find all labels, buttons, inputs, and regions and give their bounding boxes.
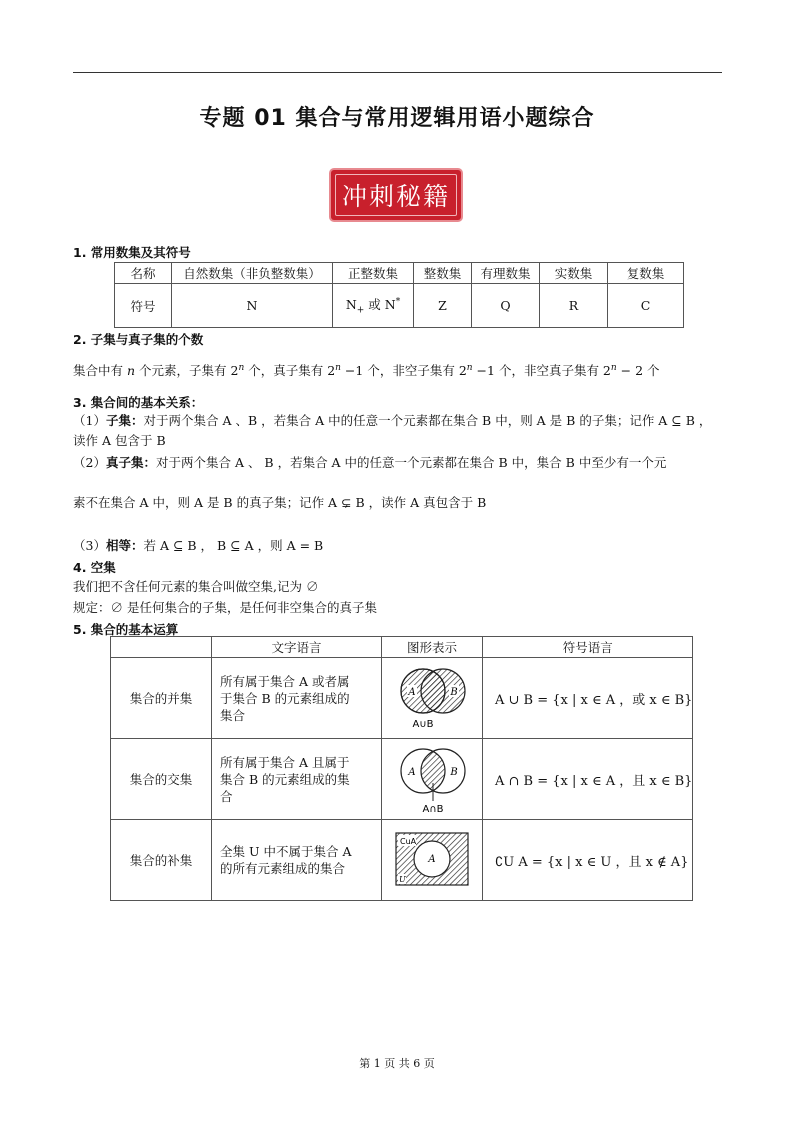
text-line: 于集合 B 的元素组成的 [220, 690, 350, 706]
page-footer: 第 1 页 共 6 页 [359, 1057, 435, 1070]
proper-subset-definition [73, 454, 666, 471]
intersection-venn-icon [387, 741, 477, 815]
table-header-cell: 复数集 [608, 263, 684, 284]
text: 个，非空子集有 [363, 363, 459, 379]
text: 个，非空真子集有 [494, 363, 603, 379]
operation-symbol: A ∩ B = {x | x ∈ A ，且 x ∈ B} [483, 739, 693, 820]
table-header-cell: 符号语言 [483, 637, 693, 658]
section-1-heading: 1. 常用数集及其符号 [73, 245, 191, 260]
complement-venn-icon [392, 829, 472, 889]
intersection-diagram [382, 739, 483, 820]
table-header-cell: 正整数集 [333, 263, 414, 284]
text: （3） [73, 538, 106, 553]
table-cell: Z [414, 284, 472, 328]
fig-label-u: U [399, 874, 406, 884]
fig-caption: A∩B [422, 803, 444, 815]
stamp-badge [331, 170, 461, 220]
stamp-text: 冲刺秘籍 [341, 182, 450, 211]
union-diagram [382, 658, 483, 739]
section-3-heading: 3. 集合间的基本关系： [73, 395, 204, 410]
table-header-cell: 有理数集 [472, 263, 540, 284]
table-cell: C [608, 284, 684, 328]
exp: n [335, 363, 341, 373]
table-row [111, 820, 693, 901]
stamp-border [335, 174, 457, 216]
table-cell: Q [472, 284, 540, 328]
table-header-cell: 图形表示 [382, 637, 483, 658]
table-cell [333, 284, 414, 328]
text: −1 [340, 363, 364, 379]
text: 对于两个集合 A 、 B ，若集合 A 中的任意一个元素都在集合 B 中，集合 B 中至少有一个元 [155, 455, 667, 470]
operation-symbol: A ∪ B = {x | x ∈ A ，或 x ∈ B} [483, 658, 693, 739]
proper-subset-reading: 素不在集合 A 中，则 A 是 B 的真子集；记作 A ⊊ B ，读作 A 真包含于 B [73, 495, 487, 510]
subscript: + [356, 305, 365, 316]
empty-set-rule: 规定：∅ 是任何集合的子集，是任何非空集合的真子集 [73, 600, 377, 615]
text-line: 的所有元素组成的集合 [220, 861, 346, 876]
table-row [111, 739, 693, 820]
text: 对于两个集合 A 、B ，若集合 A 中的任意一个元素都在集合 B 中，则 A 是 B 的子集；记作 A ⊆ B ， [143, 413, 712, 428]
operation-text [212, 658, 382, 739]
text: 个元素，子集有 [135, 363, 231, 379]
operation-text [212, 820, 382, 901]
table-header-cell: 名称 [115, 263, 172, 284]
number-set-table [114, 262, 684, 328]
exp: n [238, 363, 245, 373]
text: 若 A ⊆ B ， B ⊆ A ，则 A = B [143, 538, 324, 553]
text: 个，真子集有 [244, 363, 328, 379]
symbol-n: N [345, 297, 357, 313]
base: 2 [458, 363, 467, 379]
text-line: 全集 U 中不属于集合 A [220, 844, 352, 859]
complement-diagram [382, 820, 483, 901]
fig-caption: A∪B [412, 718, 434, 730]
operation-symbol: ∁U A = {x | x ∈ U ，且 x ∉ A} [483, 820, 693, 901]
operation-name: 集合的并集 [111, 658, 212, 739]
empty-set-definition: 我们把不含任何元素的集合叫做空集,记为 ∅ [73, 579, 319, 594]
section-4-heading: 4. 空集 [73, 560, 116, 575]
text-line: 集合 [220, 707, 246, 723]
operation-text [212, 739, 382, 820]
fig-label-b: B [450, 686, 458, 698]
fig-label-a: A [408, 766, 416, 778]
set-operations-table [110, 636, 693, 901]
label: 子集： [105, 413, 144, 428]
table-header-cell [111, 637, 212, 658]
section-2-heading: 2. 子集与真子集的个数 [73, 332, 204, 347]
fig-label-a: A [428, 853, 436, 865]
fig-label-b: B [450, 766, 458, 778]
table-cell: N [172, 284, 333, 328]
equality-definition [73, 537, 323, 554]
subset-reading: 读作 A 包含于 B [73, 433, 166, 448]
table-header-cell: 整数集 [414, 263, 472, 284]
var: n [126, 363, 136, 379]
text: − 2 [616, 363, 644, 379]
section-5-heading: 5. 集合的基本运算 [73, 622, 179, 637]
table-header-cell: 自然数集（非负整数集） [172, 263, 333, 284]
or-text: 或 [364, 297, 385, 313]
base: 2 [602, 363, 611, 379]
text-line: 集合 B 的元素组成的集 [220, 771, 350, 787]
text-line: 所有属于集合 A 且属于 [220, 754, 350, 770]
subset-definition [73, 412, 711, 429]
header-rule [73, 72, 722, 73]
text-line: 所有属于集合 A 或者属 [220, 673, 350, 689]
operation-name: 集合的补集 [111, 820, 212, 901]
base: 2 [327, 363, 336, 379]
table-header-cell: 文字语言 [212, 637, 382, 658]
fig-label-cu: CuA [400, 836, 417, 846]
operation-name: 集合的交集 [111, 739, 212, 820]
label: 相等： [105, 538, 144, 553]
table-header-cell: 实数集 [540, 263, 608, 284]
text: 集合中有 [73, 363, 127, 379]
table-row [111, 658, 693, 739]
label: 真子集： [105, 455, 156, 470]
page-title: 专题 01 集合与常用逻辑用语小题综合 [199, 106, 595, 131]
subset-count-line [73, 360, 660, 379]
table-row-label: 符号 [115, 284, 172, 328]
text: 个 [643, 363, 660, 379]
exp: n [466, 363, 473, 373]
text: （1） [73, 413, 106, 428]
union-venn-icon [387, 661, 477, 733]
symbol-n: N [384, 297, 396, 313]
fig-label-a: A [408, 686, 416, 698]
text-line: 合 [220, 788, 233, 804]
superscript: * [395, 297, 401, 308]
base: 2 [230, 363, 239, 379]
text: −1 [472, 363, 495, 379]
table-cell: R [540, 284, 608, 328]
text: （2） [73, 455, 106, 470]
exp: n [610, 363, 617, 373]
